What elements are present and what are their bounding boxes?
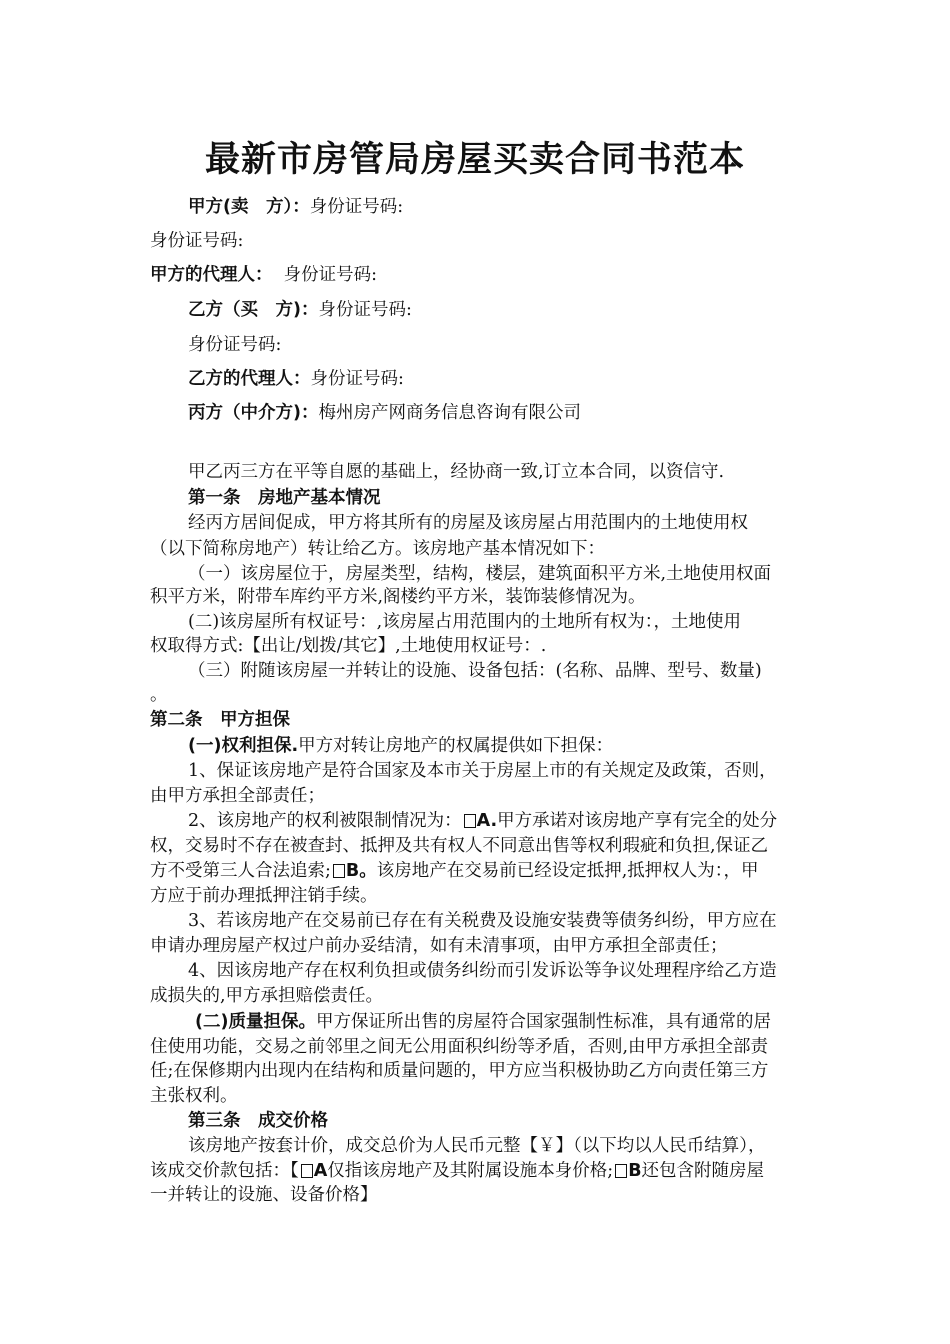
party-a-id-line: 身份证号码: <box>150 231 244 251</box>
article-1-item3-line1: （三）附随该房屋一并转让的设施、设备包括：(名称、品牌、型号、数量) <box>188 661 762 681</box>
checkbox-price-b <box>615 1164 627 1178</box>
document-title: 最新市房管局房屋买卖合同书范本 <box>204 140 745 180</box>
article-2-p2-option-b: B。 <box>345 861 377 881</box>
article-2-p2-text-3a: 方不受第三人合法追索; <box>150 861 331 881</box>
article-1-item1-line1: （一）该房屋位于，房屋类型，结构，楼层，建筑面积平方米,土地使用权面 <box>188 564 772 584</box>
party-a-agent-line <box>150 263 377 287</box>
party-a-label: 甲方(卖 方）： <box>188 197 310 217</box>
party-b-id-line: 身份证号码: <box>188 335 282 355</box>
party-b-agent-line <box>188 367 404 391</box>
article-3-p1-line1: 该房地产按套计价，成交总价为人民币元整【￥】（以下均以人民币结算）， <box>188 1136 766 1156</box>
party-c-line <box>188 401 581 425</box>
article-1-item2-line2: 权取得方式:【出让/划拨/其它】,土地使用权证号：. <box>150 636 547 656</box>
article-2-s2-line4: 主张权利。 <box>150 1086 238 1106</box>
article-3-text-c: 仅指该房地产及其附属设施本身价格; <box>327 1161 614 1181</box>
article-2-p3-line1: 3、若该房地产在交易前已存在有关税费及设施安装费等债务纠纷，甲方应在 <box>188 911 777 931</box>
article-2-s1-line <box>188 734 613 758</box>
party-a-line <box>188 195 403 219</box>
article-3-p1-line3: 一并转让的设施、设备价格】 <box>150 1185 378 1205</box>
article-1-p1-line2: （以下简称房地产）转让给乙方。该房地产基本情况如下： <box>150 539 605 559</box>
checkbox-b <box>333 864 345 878</box>
article-2-p3-line2: 申请办理房屋产权过户前办妥结清，如有未清事项，由甲方承担全部责任； <box>150 936 728 956</box>
party-a-agent-id: 身份证号码: <box>283 265 378 285</box>
party-b-id: 身份证号码: <box>318 300 412 320</box>
article-2-s1-label: (一)权利担保. <box>188 736 299 756</box>
article-2-s2-line1 <box>195 1010 771 1034</box>
party-b-agent-label: 乙方的代理人： <box>188 369 311 389</box>
checkbox-price-a <box>301 1164 313 1178</box>
party-c-label: 丙方（中介方)： <box>188 403 319 423</box>
article-3-text-a: 该成交价款包括：【 <box>150 1161 299 1181</box>
article-2-s2-line2: 住使用功能，交易之前邻里之间无公用面积纠纷等矛盾，否则,由甲方承担全部责 <box>150 1037 769 1057</box>
article-2-p2-line4: 方应于前办理抵押注销手续。 <box>150 886 378 906</box>
checkbox-a <box>464 814 476 828</box>
article-2-s2-line3: 任;在保修期内出现内在结构和质量问题的，甲方应当积极协助乙方向责任第三方 <box>150 1061 769 1081</box>
article-2-s1-text: 甲方对转让房地产的权属提供如下担保： <box>298 736 614 756</box>
article-2-p1-line1: 1、保证该房地产是符合国家及本市关于房屋上市的有关规定及政策，否则， <box>188 761 777 781</box>
party-a-agent-label: 甲方的代理人： <box>150 265 273 285</box>
article-3-option-a: A <box>313 1161 328 1181</box>
article-1-item1-line2: 积平方米，附带车库约平方米,阁楼约平方米，装饰装修情况为。 <box>150 587 646 607</box>
article-3-text-e: 还包含附随房屋 <box>641 1161 765 1181</box>
article-2-p2-text-3c: 该房地产在交易前已经设定抵押,抵押权人为：，甲 <box>376 861 759 881</box>
article-2-s2-label: (二)质量担保。 <box>195 1012 316 1032</box>
article-2-p4-line2: 成损失的,甲方承担赔偿责任。 <box>150 986 384 1006</box>
party-b-label: 乙方（买 方)： <box>188 300 319 320</box>
article-3-option-b: B <box>628 1161 642 1181</box>
party-b-line <box>188 298 412 322</box>
article-2-p4-line1: 4、因该房地产存在权利负担或债务纠纷而引发诉讼等争议处理程序给乙方造 <box>188 961 777 981</box>
article-1-heading: 第一条 房地产基本情况 <box>188 488 381 508</box>
article-2-heading: 第二条 甲方担保 <box>150 710 290 730</box>
party-b-agent-id: 身份证号码: <box>310 369 404 389</box>
intro-paragraph: 甲乙丙三方在平等自愿的基础上，经协商一致,订立本合同，以资信守. <box>188 462 725 482</box>
article-3-heading: 第三条 成交价格 <box>188 1111 328 1131</box>
article-2-p2-text-c: 甲方承诺对该房地产享有完全的处分 <box>497 811 778 831</box>
article-3-p1-line2 <box>150 1159 764 1183</box>
article-1-item3-line2: 。 <box>150 685 168 705</box>
party-a-id: 身份证号码: <box>309 197 404 217</box>
article-2-p2-line1 <box>188 809 777 833</box>
article-2-p1-line2: 由甲方承担全部责任； <box>150 786 325 806</box>
article-2-p2-text-a: 2、该房地产的权利被限制情况为： <box>188 811 462 831</box>
article-1-p1-line1: 经丙方居间促成，甲方将其所有的房屋及该房屋占用范围内的土地使用权 <box>188 513 748 533</box>
article-2-p2-option-a: A. <box>476 811 498 831</box>
article-2-p2-line2: 权，交易时不存在被查封、抵押及共有权人不同意出售等权利瑕疵和负担,保证乙 <box>150 836 769 856</box>
article-2-s2-text: 甲方保证所出售的房屋符合国家强制性标准，具有通常的居 <box>316 1012 771 1032</box>
article-1-item2-line1: (二)该房屋所有权证号：,该房屋占用范围内的土地所有权为：，土地使用 <box>188 612 741 632</box>
party-c-name: 梅州房产网商务信息咨询有限公司 <box>318 403 581 423</box>
article-2-p2-line3 <box>150 859 759 883</box>
